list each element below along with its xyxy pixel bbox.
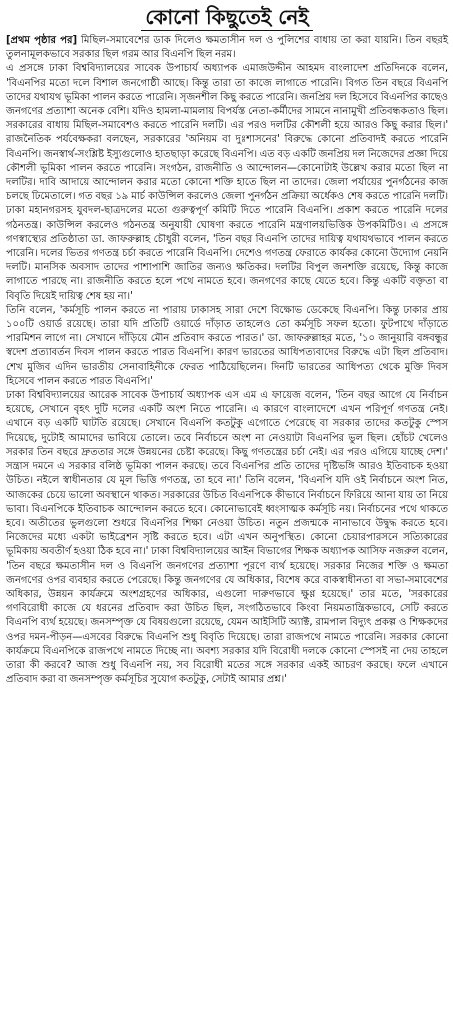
- paragraph-text: মিছিল-সমাবেশের ডাক দিলেও ক্ষমতাসীন দল ও পুলিশের বাধায় তা করা যায়নি। তিন বছরই তুলনামূলকভাবে সরকার ছিল গরম আর বিএনপি ছিল নরম।: [6, 35, 448, 61]
- paragraph-text: তিনি বলেন, 'কর্মসূচি পালন করতে না পারায় ঢাকাসহ সারা দেশে বিক্ষোভ ডেকেছে বিএনপি। কিন্তু ঢাকার প্রায় ১০০টি ওয়ার্ড রয়েছে। তারা যদি প্রতিটি ওয়ার্ডে দাঁড়াত তাহলেও তো কর্মসূচি সফল হতো। ফুটপাথে দাঁড়াতে পারমিশন লাগে না। সেখানে দাঁড়িয়ে মৌন প্রতিবাদ করতে পারত।' ডা. জাফরুল্লাহর মতে, '১০ জানুয়ারি বঙ্গবন্ধুর স্বদেশ প্রত্যাবর্তন দিবস পালন করতে পারত বিএনপি। কারণ ভারতের আধিপত্যবাদের বিরুদ্ধে এটা ছিল প্রতিবাদ। শেখ মুজিব এদিন ভারতীয় সেনাবাহিনীকে ফেরত পাঠিয়েছিলেন। দিনটি ভারতের আধিপত্য থেকে মুক্তি দিবস হিসেবে পালন করতে পারত বিএনপি।': [6, 304, 448, 387]
- article-paragraph: [6, 304, 448, 389]
- article-paragraph: [6, 62, 448, 303]
- article-paragraph: [6, 389, 448, 687]
- paragraph-text: এ প্রসঙ্গে ঢাকা বিশ্ববিদ্যালয়ের সাবেক উপাচার্য অধ্যাপক এমাজউদ্দীন আহমদ বাংলাদেশ প্রতিদিনকে বলেন, 'বিএনপির মতো দলে বিশাল জনগোষ্ঠী আছে। কিন্তু তারা তা কাজে লাগাতে পারেনি। বিগত তিন বছরে বিএনপি তাদের যথাযথ ভূমিকা পালন করতে পারেনি। সৃজনশীল কিছু করতে পারেনি। জনপ্রিয় দল হিসেবে বিএনপির কাছেও জনগণের প্রত্যাশা অনেক বেশি। যদিও হামলা-মামলায় বিপর্যস্ত নেতা-কর্মীদের সামনে নানামুখী প্রতিবন্ধকতাও ছিল। সরকারের বাধায় মিছিল-সমাবেশও করতে পারেনি দলটি। এর পরও দলটির কৌশলী হয়ে আরও কিছু করার ছিল।' রাজনৈতিক পর্যবেক্ষকরা বলছেন, সরকারের 'অনিয়ম বা দুঃশাসনের' বিরুদ্ধে কোনো প্রতিবাদই করতে পারেনি বিএনপি। জনস্বার্থ-সংশ্লিষ্ট ইস্যুগুলোও হাতছাড়া করেছে বিএনপি। এত বড় একটি জনপ্রিয় দল নিজেদের প্রজ্ঞা দিয়ে কৌশলী ভূমিকা পালন করতে পারেনি। সংগঠন, রাজনীতি ও আন্দোলন—কোনোটাই উল্লেখ করার মতো ছিল না দলটির। দাবি আদায়ে আন্দোলন করার মতো কোনো শক্তি হাতে ছিল না তাদের। জেলা পর্যায়ের পুনর্গঠনের কাজ চলছে ঢিমেতালে। গত বছর ১৯ মার্চ কাউন্সিল করলেও জেলা পুনর্গঠন প্রক্রিয়া অর্ধেকও শেষ করতে পারেনি দলটি। ঢাকা মহানগরসহ যুবদল-ছাত্রদলের মতো গুরুত্বপূর্ণ কমিটি দিতে পারেনি বিএনপি। প্রকাশ করতে পারেনি দলের গঠনতন্ত্র। কাউন্সিল করলেও গঠনতন্ত্র অনুযায়ী ঘোষণা করতে পারেনি মন্ত্রণালয়ভিত্তিক উপকমিটিও। এ প্রসঙ্গে গণস্বাস্থ্যের প্রতিষ্ঠাতা ডা. জাফরুল্লাহ চৌধুরী বলেন, 'তিন বছর বিএনপি তাদের দায়িত্ব যথাযথভাবে পালন করতে পারেনি। দলের ভিতর গণতন্ত্র চর্চা করতে পারেনি বিএনপি। দেশেও গণতন্ত্র ফেরাতে কার্যকর কোনো উদ্যোগ নেয়নি দলটি। মানসিক অবসাদ তাদের পাশাপাশি জাতির জন্যও ক্ষতিকর। দলটির বিপুল জনশক্তি রয়েছে, কিন্তু কাজে লাগাতে পারছে না। রাজনীতি করতে হলে পথে নামতে হবে। জনগণের কাছে যেতে হবে। কিন্তু একটি বক্তৃতা বা বিবৃতি দিয়েই দায়িত্ব শেষ হয় না।': [6, 63, 448, 302]
- headline-container: [6, 0, 448, 34]
- continuation-kicker: [প্রথম পৃষ্ঠার পর]: [6, 35, 77, 46]
- article-paragraph: [6, 34, 448, 62]
- article-headline: কোনো কিছুতেই নেই: [141, 5, 312, 31]
- paragraph-text: ঢাকা বিশ্ববিদ্যালয়ের আরেক সাবেক উপাচার্য অধ্যাপক এস এম এ ফায়েজ বলেন, 'তিন বছর আগে যে নির্বাচন হয়েছে, সেখানে বৃহৎ দুটি দলের একটি অংশ নিতে পারেনি। এ কারণে বাংলাদেশে এখন পরিপূর্ণ গণতন্ত্র নেই। এখানে বড় একটি ঘাটতি রয়েছে। সেখানে বিএনপি কতটুকু এগোতে পেরেছে বা সরকার তাদের কতটুকু স্পেস দিয়েছে, দুটোই আমাদের ভাবিয়ে তোলে। তবে নির্বাচনে অংশ না নেওয়াটা বিএনপির ভুল ছিল। হোঁচট খেলেও সরকার তিন বছরে দ্রুততার সঙ্গে উন্নয়নের চেষ্টা করেছে। কিছু গণতন্ত্রের চর্চা নেই। এর পরও এগিয়ে যাচ্ছে দেশ।' সন্ত্রাস দমনে এ সরকার বলিষ্ঠ ভূমিকা পালন করছে। তবে বিএনপির প্রতি তাদের দৃষ্টিভঙ্গি আরও ইতিবাচক হওয়া উচিত। নইলে স্বাধীনতার যে মূল ভিত্তি গণতন্ত্র, তা হবে না।' তিনি বলেন, 'বিএনপি যদি ওই নির্বাচনে অংশ নিত, আজকের চেয়ে ভালো অবস্থানে থাকত। সরকারের উচিত বিএনপিকে কীভাবে নির্বাচনে ফিরিয়ে আনা যায় তা নিয়ে ভাবা। বিএনপিকে ইতিবাচক আন্দোলন করতে হবে। কোনোভাবেই ধ্বংসাত্মক কর্মসূচি নয়। নির্বাচনের পথে থাকতে হবে। অতীতের ভুলগুলো শুধরে বিএনপির শিক্ষা নেওয়া উচিত। নতুন প্রজন্মকে নানাভাবে উদ্বুদ্ধ করতে হবে। নিজেদের মধ্যে একটা ভাইব্রেশন সৃষ্টি করতে হবে। এটা এখন অনুপস্থিত। কোনো চেয়ারপারসনে সত্যিকারের ভূমিকায় অবতীর্ণ হওয়া ঠিক হবে না।' ঢাকা বিশ্ববিদ্যালয়ের আইন বিভাগের শিক্ষক অধ্যাপক আসিফ নজরুল বলেন, 'তিন বছরে ক্ষমতাসীন দল ও বিএনপি জনগণের প্রত্যাশা পূরণে ব্যর্থ হয়েছে। সরকার নিজের শক্তি ও ক্ষমতা জনগণের ওপর ব্যবহার করতে পেরেছে। কিন্তু জনগণের যে অধিকার, বিশেষ করে বাকস্বাধীনতা বা সভা-সমাবেশের অধিকার, উন্নয়ন কার্যক্রমে অংশগ্রহণের অধিকার, এগুলো দারুণভাবে ক্ষুণ্ণ হয়েছে।' তার মতে, 'সরকারের গণবিরোধী কাজে যে ধরনের প্রতিবাদ করা উচিত ছিল, সংগঠিতভাবে কিংবা নিয়মতান্ত্রিকভাবে, সেটি করতে বিএনপি ব্যর্থ হয়েছে। জনসম্পৃক্ত যে বিষয়গুলো রয়েছে, যেমন আইসিটি অ্যাক্ট, রামপাল বিদ্যুৎ প্রকল্প ও শিক্ষকদের ওপর দমন-পীড়ন—এসবের বিরুদ্ধে বিএনপি শুধু বিবৃতি দিয়েছে। তারা রাজপথে নামতে পারেনি। সরকার কোনো কার্যক্রমে বিএনপিকে রাজপথে নামতে দিচ্ছে না। অবশ্য সরকার যদি বিরোধী দলকে কোনো স্পেসই না দেয় তাহলে তারা কী করবে? আজ শুধু বিএনপি নয়, সব বিরোধী মতের সঙ্গে সরকার একই আচরণ করছে। ফলে এখানে প্রতিবাদ করা বা জনসম্পৃক্ত কর্মসূচির সুযোগ কতটুকু, সেটাই আমার প্রশ্ন।': [6, 390, 448, 686]
- article-body: [6, 34, 448, 687]
